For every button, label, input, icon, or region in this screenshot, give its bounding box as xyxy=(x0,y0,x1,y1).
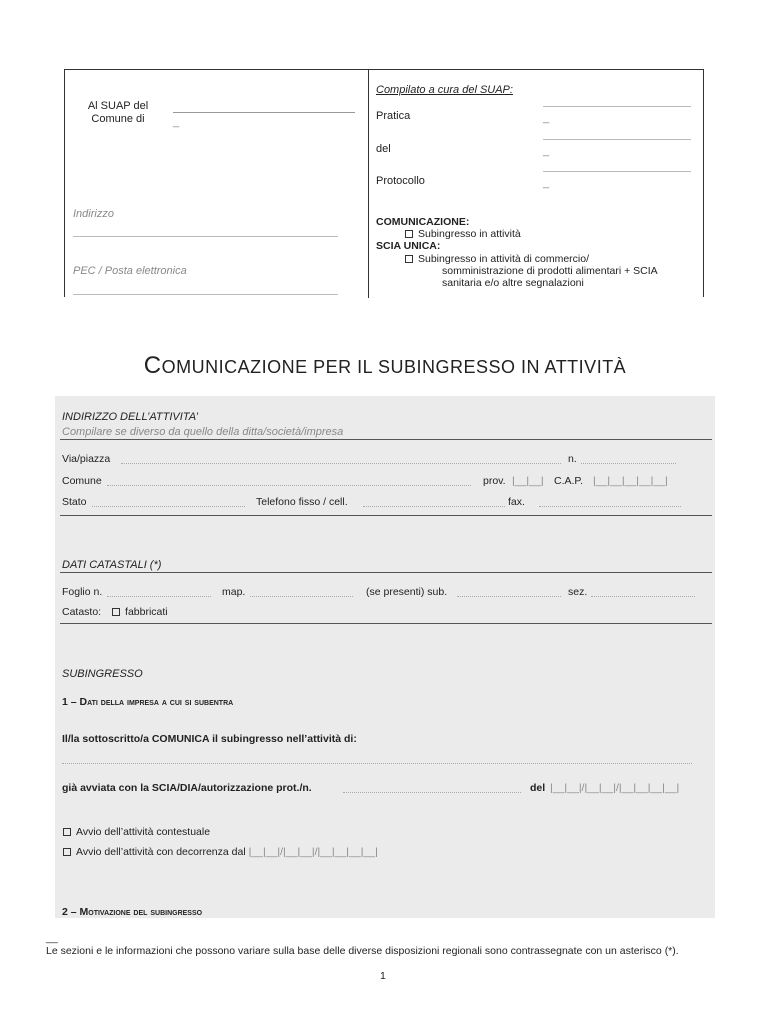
divider xyxy=(60,439,712,440)
form-area xyxy=(55,396,715,918)
pec-field[interactable] xyxy=(73,294,338,295)
del-field-tail: _ xyxy=(543,145,550,157)
comune-label: Comune xyxy=(62,475,102,487)
option-subingresso-label: Subingresso in attività xyxy=(418,228,521,240)
phone-field[interactable] xyxy=(363,506,505,507)
address-label: Indirizzo xyxy=(73,208,114,220)
suap-line2: Comune di xyxy=(91,113,145,125)
suap-recipient-label xyxy=(83,100,153,126)
protocol-number-field[interactable] xyxy=(343,792,521,793)
page-title xyxy=(0,352,770,380)
map-label: map. xyxy=(222,586,246,598)
catasto-label: Catasto: xyxy=(62,606,102,618)
del-label: del xyxy=(376,143,391,155)
header-box xyxy=(64,69,704,297)
prov-field[interactable]: |__|__| xyxy=(512,475,544,487)
option-decorrenza-label: Avvio dell’attività con decorrenza dal xyxy=(76,846,246,858)
option-scia-line1: Subingresso in attività di commercio/ xyxy=(418,253,589,265)
address-field[interactable] xyxy=(73,236,338,237)
address-section-heading: INDIRIZZO DELL’ATTIVITA’ xyxy=(62,411,199,423)
footnote-mark: __ xyxy=(46,932,58,944)
fax-label: fax. xyxy=(508,496,525,508)
pec-label: PEC / Posta elettronica xyxy=(73,265,187,277)
checkbox-icon[interactable] xyxy=(405,255,413,263)
scia-heading: SCIA UNICA: xyxy=(376,240,441,252)
option-scia-line2: somministrazione di prodotti alimentari + SCIA xyxy=(442,265,658,277)
divider xyxy=(60,515,712,516)
fax-field[interactable] xyxy=(539,506,681,507)
activity-field[interactable] xyxy=(62,763,692,764)
option-contestuale[interactable] xyxy=(63,826,210,838)
option-scia-line3: sanitaria e/o altre segnalazioni xyxy=(442,277,584,289)
pratica-field-tail: _ xyxy=(543,112,550,124)
option-subingresso[interactable] xyxy=(405,228,521,240)
subingresso-heading: SUBINGRESSO xyxy=(62,668,143,680)
sez-field[interactable] xyxy=(591,596,695,597)
comune-input[interactable] xyxy=(107,485,471,486)
via-field[interactable] xyxy=(121,463,561,464)
address-section-subheading: Compilare se diverso da quello della ditta/società/impresa xyxy=(62,426,344,438)
map-field[interactable] xyxy=(250,596,353,597)
protocollo-label: Protocollo xyxy=(376,175,425,187)
comune-field-tail: _ xyxy=(173,116,180,128)
stato-field[interactable] xyxy=(92,506,245,507)
protocollo-field-tail: _ xyxy=(543,177,550,189)
title-first-letter: C xyxy=(143,352,162,379)
avviata-date-field[interactable]: |__|__|/|__|__|/|__|__|__|__| xyxy=(550,782,680,794)
option-decorrenza[interactable] xyxy=(63,846,378,858)
fabbricati-label: fabbricati xyxy=(125,606,168,618)
sub-field[interactable] xyxy=(457,596,561,597)
suap-line1: Al SUAP del xyxy=(87,100,149,112)
divider xyxy=(60,572,712,573)
cap-field[interactable]: |__|__|__|__|__| xyxy=(593,475,668,487)
protocollo-field[interactable] xyxy=(543,171,691,172)
page-number: 1 xyxy=(380,970,386,982)
divider xyxy=(60,623,712,624)
phone-label: Telefono fisso / cell. xyxy=(256,496,348,508)
cadastral-heading: DATI CATASTALI (*) xyxy=(62,559,162,571)
number-label: n. xyxy=(568,453,577,465)
via-label: Via/piazza xyxy=(62,453,111,465)
fabbricati-option[interactable] xyxy=(112,606,168,618)
stato-label: Stato xyxy=(62,496,87,508)
checkbox-icon[interactable] xyxy=(405,230,413,238)
prov-label: prov. xyxy=(483,475,506,487)
checkbox-icon[interactable] xyxy=(112,608,120,616)
footnote-text: Le sezioni e le informazioni che possono variare sulla base delle diverse disposizioni regionali sono contrassegnate con un asterisco (*). xyxy=(46,945,679,957)
number-field[interactable] xyxy=(581,463,676,464)
suap-caption: Compilato a cura del SUAP: xyxy=(376,84,513,96)
part2-title: 2 – Motivazione del subingresso xyxy=(62,906,203,918)
checkbox-icon[interactable] xyxy=(63,848,71,856)
foglio-label: Foglio n. xyxy=(62,586,103,598)
cap-label: C.A.P. xyxy=(554,475,583,487)
decorrenza-date-field[interactable]: |__|__|/|__|__|/|__|__|__|__| xyxy=(248,846,378,858)
option-scia[interactable] xyxy=(405,253,658,289)
sub-label: (se presenti) sub. xyxy=(366,586,448,598)
option-contestuale-label: Avvio dell’attività contestuale xyxy=(76,826,211,838)
pratica-field[interactable] xyxy=(543,106,691,107)
checkbox-icon[interactable] xyxy=(63,828,71,836)
avviata-del-label: del xyxy=(530,782,546,794)
del-field[interactable] xyxy=(543,139,691,140)
comunica-text: Il/la sottoscritto/a COMUNICA il subingresso nell’attività di: xyxy=(62,733,357,745)
foglio-field[interactable] xyxy=(107,596,211,597)
catasto-row xyxy=(62,606,168,618)
comune-field[interactable] xyxy=(173,100,355,113)
comunicazione-heading: COMUNICAZIONE: xyxy=(376,216,470,228)
title-rest: OMUNICAZIONE PER IL SUBINGRESSO IN ATTIVITÀ xyxy=(161,357,627,377)
part1-title: 1 – Dati della impresa a cui si subentra xyxy=(62,696,234,708)
avviata-text: già avviata con la SCIA/DIA/autorizzazione prot./n. xyxy=(62,782,312,794)
sez-label: sez. xyxy=(568,586,588,598)
pratica-label: Pratica xyxy=(376,110,411,122)
header-divider xyxy=(368,70,369,298)
